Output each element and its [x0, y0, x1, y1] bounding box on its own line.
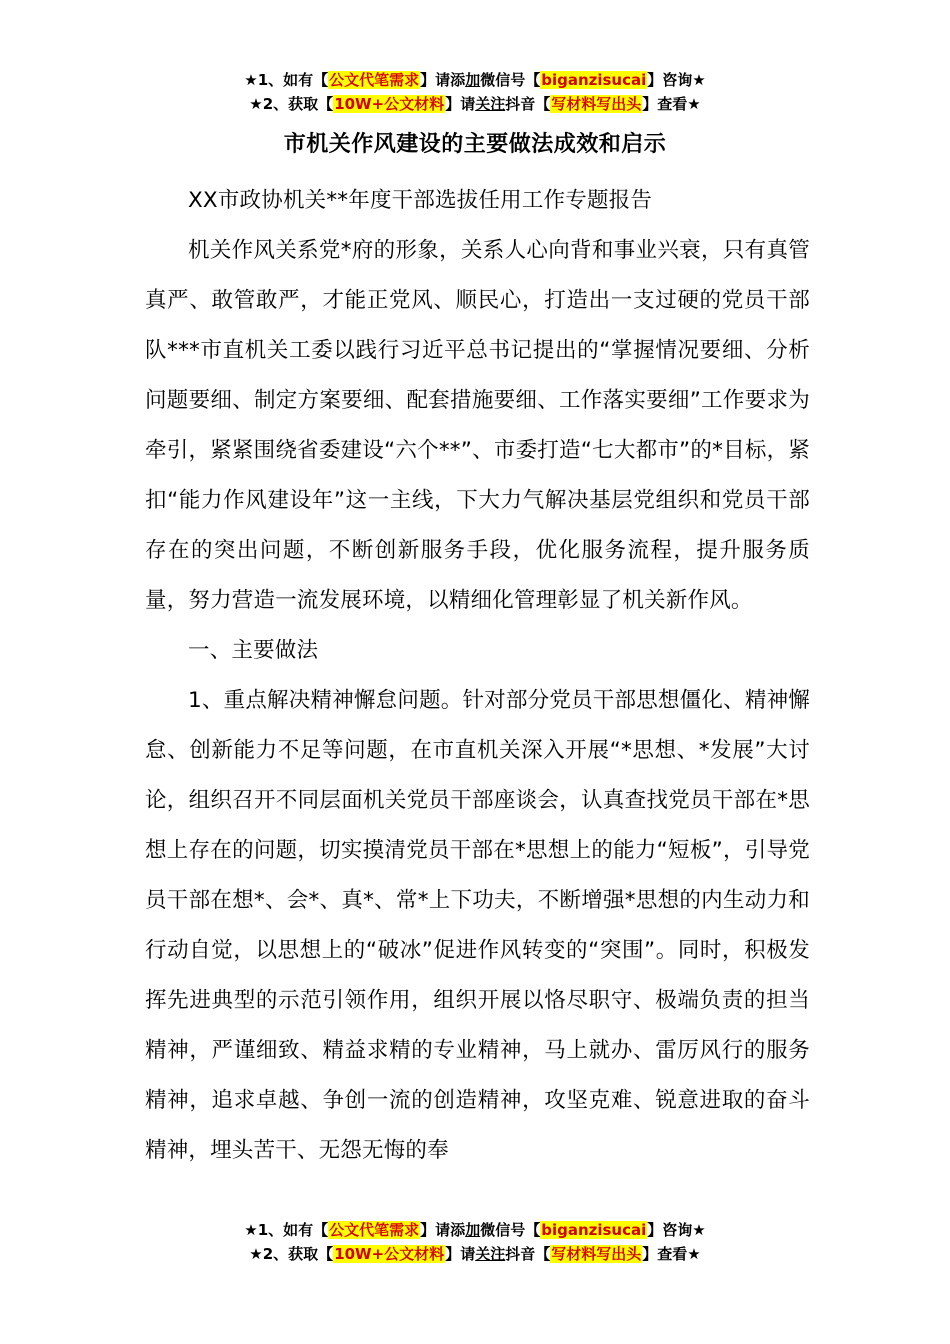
banner-text: ★1、如有【	[244, 71, 329, 89]
banner-text: 】查看★	[642, 1245, 701, 1263]
banner-text: 抖音【	[505, 1245, 551, 1263]
highlight-materials: 10W+公文材料	[334, 1245, 445, 1263]
banner-text: 】请	[445, 1245, 476, 1263]
highlight-ghostwriting: 公文代笔需求	[329, 1221, 420, 1239]
banner-text: 微信号【	[480, 71, 541, 89]
banner-text: 】查看★	[642, 95, 701, 113]
underlined-add: 加	[465, 71, 481, 89]
highlight-ghostwriting: 公文代笔需求	[329, 71, 420, 89]
banner-text: 】请	[445, 95, 476, 113]
highlight-douyin-account: 写材料写出头	[551, 95, 642, 113]
banner-line-1	[0, 68, 950, 92]
banner-line-2	[0, 1242, 950, 1266]
banner-text: ★2、获取【	[249, 95, 334, 113]
document-title: 市机关作风建设的主要做法成效和启示	[283, 132, 667, 157]
underlined-follow: 关注	[475, 1245, 506, 1263]
highlight-douyin-account: 写材料写出头	[551, 1245, 642, 1263]
banner-line-1	[0, 1218, 950, 1242]
banner-text: 微信号【	[480, 1221, 541, 1239]
banner-text: 抖音【	[505, 95, 551, 113]
header-banner	[0, 68, 950, 116]
footer-banner	[0, 1218, 950, 1266]
banner-text: 】咨询★	[647, 1221, 706, 1239]
banner-text: ★2、获取【	[249, 1245, 334, 1263]
underlined-follow: 关注	[475, 95, 506, 113]
underlined-add: 加	[465, 1221, 481, 1239]
document-body	[145, 176, 810, 1176]
paragraph-intro: 机关作风关系党*府的形象，关系人心向背和事业兴衰，只有真管真严、敢管敢严，才能正党风、顺民心，打造出一支过硬的党员干部队***市直机关工委以践行习近平总书记提出的“掌握情况要细、分析问题要细、制定方案要细、配套措施要细、工作落实要细”工作要求为牵引，紧紧围绕省委建设“六个**”、市委打造“七大都市”的*目标，紧扣“能力作风建设年”这一主线，下大力气解决基层党组织和党员干部存在的突出问题，不断创新服务手段，优化服务流程，提升服务质量，努力营造一流发展环境，以精细化管理彰显了机关新作风。	[145, 238, 810, 613]
banner-text: ★1、如有【	[244, 1221, 329, 1239]
highlight-wechat-id: biganzisucai	[541, 1221, 647, 1239]
banner-line-2	[0, 92, 950, 116]
banner-text: 】咨询★	[647, 71, 706, 89]
section-heading: 一、主要做法	[188, 638, 319, 663]
document-subtitle: XX市政协机关**年度干部选拔任用工作专题报告	[188, 188, 653, 213]
highlight-materials: 10W+公文材料	[334, 95, 445, 113]
paragraph-main-practice-1: 1、重点解决精神懈怠问题。针对部分党员干部思想僵化、精神懈怠、创新能力不足等问题，在市直机关深入开展“*思想、*发展”大讨论，组织召开不同层面机关党员干部座谈会，认真查找党员干部在*思想上存在的问题，切实摸清党员干部在*思想上的能力“短板”，引导党员干部在想*、会*、真*、常*上下功夫，不断增强*思想的内生动力和行动自觉，以思想上的“破冰”促进作风转变的“突围”。同时，积极发挥先进典型的示范引领作用，组织开展以恪尽职守、极端负责的担当精神，严谨细致、精益求精的专业精神，马上就办、雷厉风行的服务精神，追求卓越、争创一流的创造精神，攻坚克难、锐意进取的奋斗精神，埋头苦干、无怨无悔的奉	[145, 688, 810, 1163]
highlight-wechat-id: biganzisucai	[541, 71, 647, 89]
banner-text: 】请添	[420, 71, 466, 89]
banner-text: 】请添	[420, 1221, 466, 1239]
